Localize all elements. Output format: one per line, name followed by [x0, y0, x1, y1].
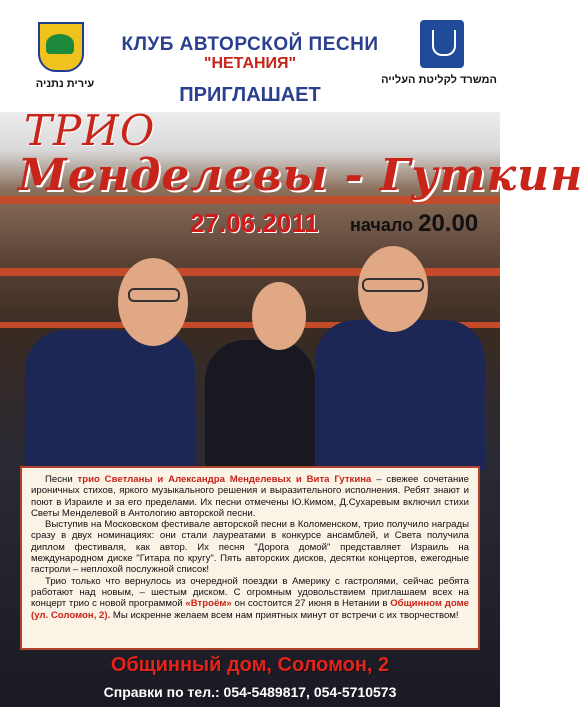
ministry-label: המשרד לקליטת העלייה [381, 74, 497, 86]
contact-phones: Справки по тел.: 054-5489817, 054-5710573 [103, 684, 397, 700]
club-name: "НЕТАНИЯ" [203, 55, 297, 72]
info-paragraph-2: Выступив на Московском фестивале авторской песни в Коломенском, трио получило награды сразу в двух номинациях: они стали лауреатами в конкурсе ансамблей, и Света получила диплом фестиваля, как автор. Их песня "Дорога домой" представляет Израиль на международном диске "Гитара по кругу". Пять авторских дисков, десятки концертов, ежегодные гастроли – неплохой послужной список! [31, 519, 469, 576]
info-textbox [20, 466, 480, 650]
start-label: начало [350, 215, 414, 235]
info-paragraph-3: Трио только что вернулось из очередной поездки в Америку с гастролями, сейчас ребята работают над новым, – шестым диском. С огромным удовольствием приглашаем всех на концерт трио с новой программой «Втроём» он состоится 27 июня в Нетании в Общинном доме (ул. Соломон, 2). Мы искренне желаем всем нам приятных минут от встречи с их творчеством! [31, 575, 469, 621]
netanya-emblem-icon [38, 22, 84, 72]
club-title: КЛУБ АВТОРСКОЙ ПЕСНИ [121, 34, 379, 55]
start-time-value: 20.00 [418, 210, 479, 237]
menorah-emblem-icon [420, 20, 464, 68]
event-date: 27.06.2011 [190, 208, 319, 238]
start-time [350, 210, 478, 238]
info-paragraph-1: Песни трио Светланы и Александра Менделевых и Вита Гуткина – свежее сочетание ироничных стихов, яркого музыкального решения и выразительного исполнения. Ребят знают и поют в Израиле и за его пределами. Их песни отмечены Ю.Кимом, Д.Сухаревым включил стихи Светы Менделевой в Антологию авторской песни. [31, 474, 470, 519]
invites-heading: ПРИГЛАШАЕТ [179, 84, 321, 106]
venue-address: Общинный дом, Соломон, 2 [110, 654, 390, 676]
trio-heading: ТРИО [24, 106, 156, 155]
performers-title: Менделевы - Гуткин [18, 150, 583, 201]
city-label: עירית נתניה [35, 78, 95, 90]
